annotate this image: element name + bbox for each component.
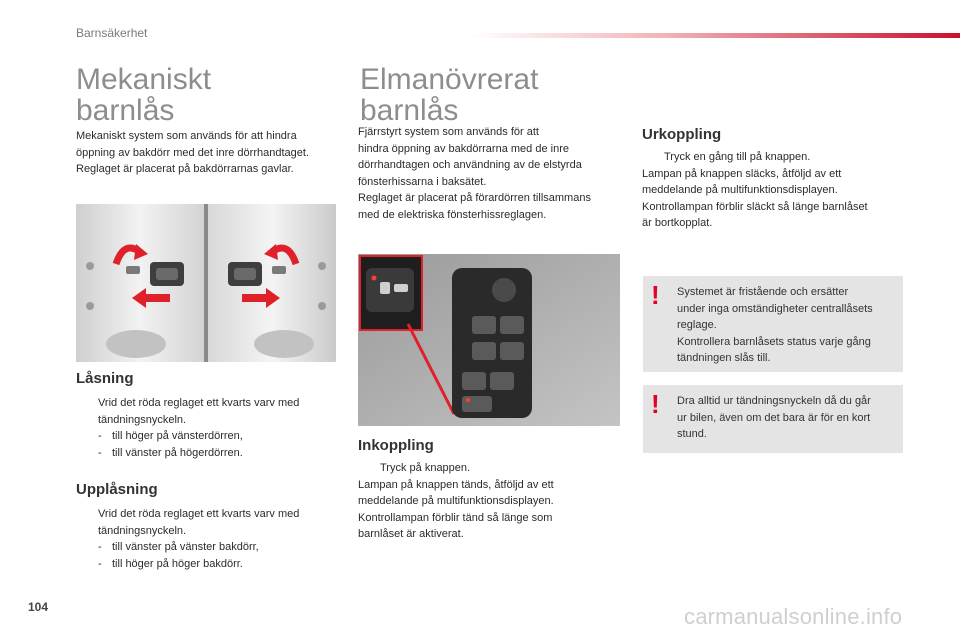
elec-intro-line: fönsterhissarna i baksätet. xyxy=(358,175,487,188)
disengage-instructions xyxy=(642,149,912,232)
lock-bullet-text xyxy=(98,395,299,428)
elec-intro-line: hindra öppning av bakdörrarna med de inre xyxy=(358,142,569,155)
elec-intro-line: med de elektriska fönsterhissreglagen. xyxy=(358,208,547,221)
mech-intro-line: öppning av bakdörr med det inre dörrhandtaget. xyxy=(76,146,309,159)
disengage-line: är bortkopplat. xyxy=(642,217,713,230)
engage-line: meddelande på multifunktionsdisplayen. xyxy=(358,495,554,508)
watermark: carmanualsonline.info xyxy=(684,604,903,629)
mech-title xyxy=(76,64,211,126)
elec-title-line1: Elmanövrerat xyxy=(360,63,539,96)
disengage-line: Kontrollampan förblir släckt så länge barnlåset xyxy=(642,200,868,213)
unlock-heading: Upplåsning xyxy=(76,481,158,498)
warning-note-line: stund. xyxy=(677,428,707,441)
page-number: 104 xyxy=(28,600,49,614)
disengage-bullet xyxy=(642,149,912,166)
elec-intro-line: dörrhandtagen och användning av de elstyrda xyxy=(358,159,582,172)
lock-instructions xyxy=(76,395,346,461)
bullet-mark xyxy=(642,149,664,166)
mech-intro xyxy=(76,128,346,178)
lock-bullet-line: Vrid det röda reglaget ett kvarts varv med xyxy=(98,397,300,409)
mech-title-line1: Mekaniskt xyxy=(76,63,212,96)
header-accent-bar xyxy=(470,33,960,38)
switch-panel-photo xyxy=(358,254,620,426)
unlock-sub-item xyxy=(76,556,346,573)
warning-note-line: reglage. xyxy=(677,319,717,332)
lock-sub-item xyxy=(76,445,346,462)
unlock-bullet-line: Vrid det röda reglaget ett kvarts varv med xyxy=(98,508,300,520)
warning-note-line: tändningen slås till. xyxy=(677,352,771,365)
mech-intro-line: Mekaniskt system som används för att hindra xyxy=(76,130,297,142)
warning-icon: ! xyxy=(651,280,660,310)
door-lock-illustration xyxy=(76,204,336,362)
dash-mark: - xyxy=(98,557,102,570)
engage-heading: Inkoppling xyxy=(358,437,434,454)
warning-note xyxy=(643,276,903,372)
disengage-line: meddelande på multifunktionsdisplayen. xyxy=(642,184,838,197)
warning-note-line: Kontrollera barnlåsets status varje gång xyxy=(677,335,871,348)
engage-bullet-text: Tryck på knappen. xyxy=(380,462,471,474)
engage-line: Kontrollampan förblir tänd så länge som xyxy=(358,511,553,524)
elec-intro xyxy=(358,124,628,224)
lock-sub-text: till höger på vänsterdörren, xyxy=(112,430,243,443)
switch-panel-illustration xyxy=(358,254,620,426)
engage-line: Lampan på knappen tänds, åtföljd av ett xyxy=(358,478,554,491)
engage-line: barnlåset är aktiverat. xyxy=(358,528,464,541)
unlock-instructions xyxy=(76,506,346,572)
warning-note-line: Dra alltid ur tändningsnyckeln då du går xyxy=(677,395,871,407)
warning-note xyxy=(643,385,903,453)
elec-intro-line: Fjärrstyrt system som används för att xyxy=(358,126,539,138)
unlock-bullet-text xyxy=(98,506,299,539)
warning-note-line: Systemet är fristående och ersätter xyxy=(677,286,849,298)
dash-mark: - xyxy=(98,541,102,554)
lock-bullet xyxy=(76,395,346,428)
disengage-heading: Urkoppling xyxy=(642,126,722,143)
bullet-mark xyxy=(76,395,98,428)
elec-title xyxy=(360,64,538,126)
warning-note-line: ur bilen, även om det bara är för en kort xyxy=(677,411,871,424)
lock-heading: Låsning xyxy=(76,370,134,387)
lock-sub-text: till vänster på högerdörren. xyxy=(112,446,243,459)
elec-intro-line: Reglaget är placerat på förardörren tillsammans xyxy=(358,192,591,205)
engage-bullet xyxy=(358,460,628,477)
unlock-bullet xyxy=(76,506,346,539)
elec-title-line2: barnlås xyxy=(360,94,459,127)
dash-mark: - xyxy=(98,446,102,459)
mech-intro-line: Reglaget är placerat på bakdörrarnas gavlar. xyxy=(76,163,294,176)
mech-title-line2: barnlås xyxy=(76,94,175,127)
warning-note-text xyxy=(677,284,897,367)
bullet-mark xyxy=(358,460,380,477)
unlock-bullet-line: tändningsnyckeln. xyxy=(98,524,187,537)
unlock-sub-item xyxy=(76,539,346,556)
unlock-sub-text: till höger på höger bakdörr. xyxy=(112,557,243,570)
dash-mark: - xyxy=(98,430,102,443)
lock-sub-item xyxy=(76,428,346,445)
door-lock-photo xyxy=(76,204,336,362)
warning-icon: ! xyxy=(651,389,660,419)
disengage-bullet-text: Tryck en gång till på knappen. xyxy=(664,151,811,163)
engage-instructions xyxy=(358,460,628,543)
section-title: Barnsäkerhet xyxy=(76,26,148,40)
warning-note-text xyxy=(677,393,897,443)
lock-bullet-line: tändningsnyckeln. xyxy=(98,413,187,426)
disengage-line: Lampan på knappen släcks, åtföljd av ett xyxy=(642,167,842,180)
warning-note-line: under inga omständigheter centrallåsets xyxy=(677,302,873,315)
bullet-mark xyxy=(76,506,98,539)
unlock-sub-text: till vänster på vänster bakdörr, xyxy=(112,541,259,554)
